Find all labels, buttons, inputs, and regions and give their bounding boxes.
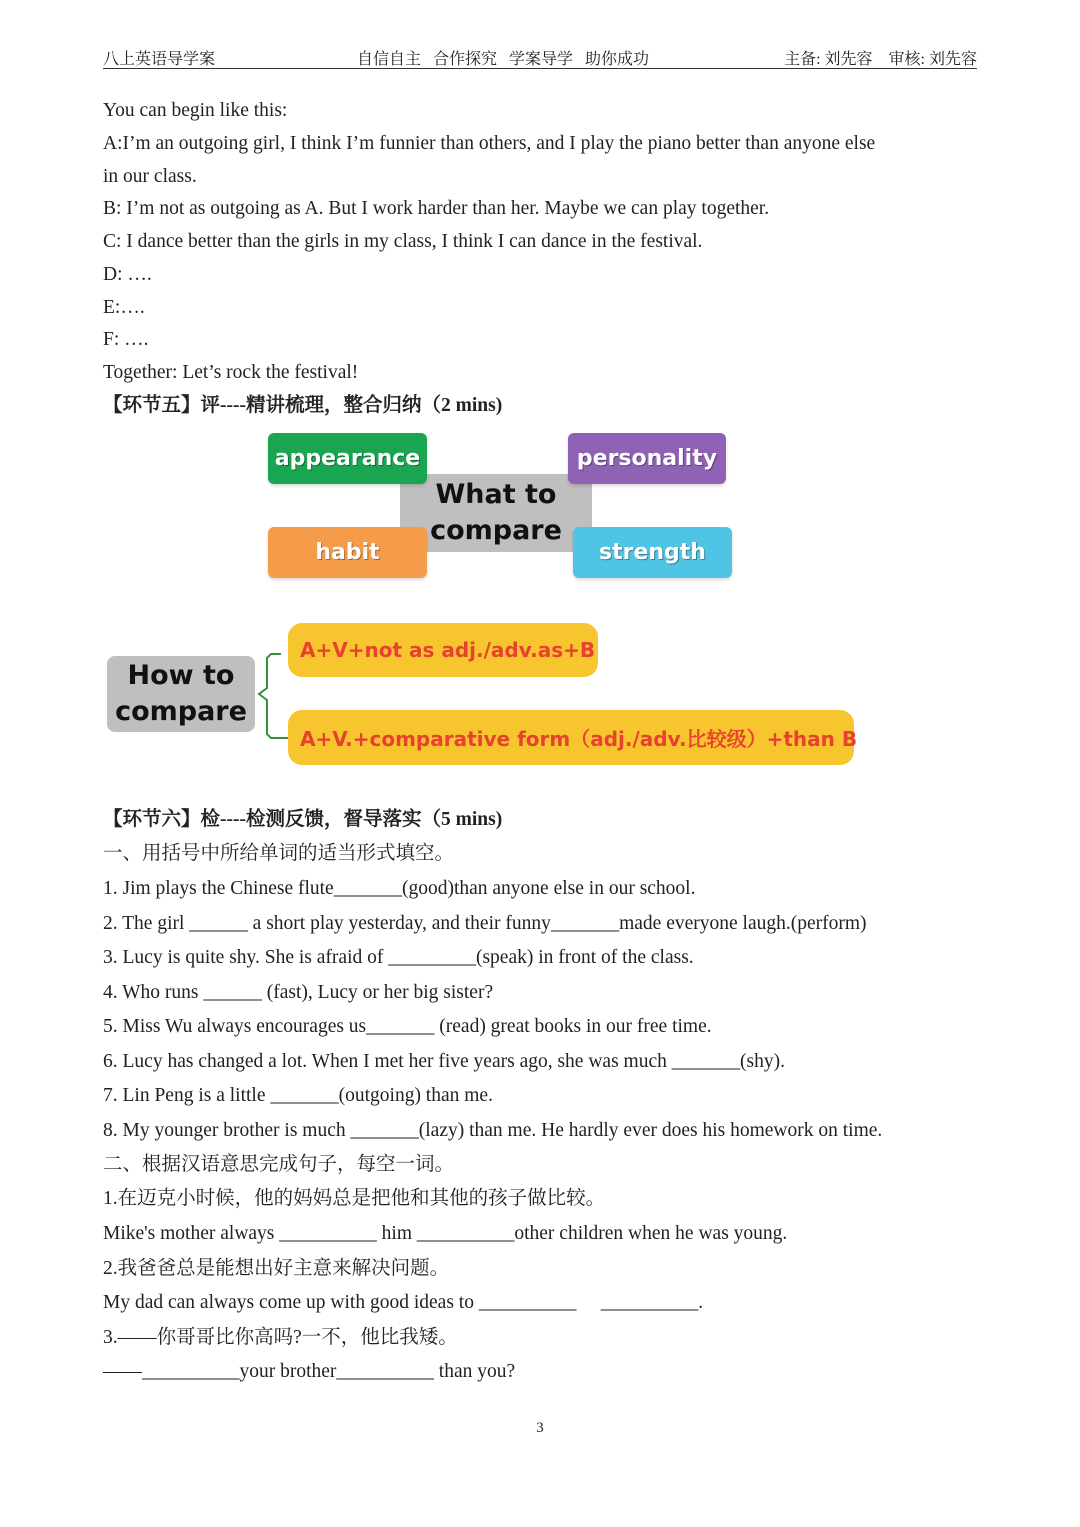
page-header (103, 44, 977, 69)
dialogue-e: E:…. (103, 297, 145, 318)
exercise-item-2: 2. The girl ______ a short play yesterday, and their funny_______made everyone laugh.(perform) (103, 913, 867, 934)
header-left: 八上英语导学案 (103, 51, 216, 68)
dialogue-f: F: …. (103, 329, 149, 350)
how-to-compare-center: How to compare (107, 656, 255, 732)
section6-title: 【环节六】检----检测反馈，督导落实（5 mins) (103, 809, 503, 830)
dialogue-together: Together: Let’s rock the festival! (103, 362, 359, 383)
exercise-item-1: 1. Jim plays the Chinese flute_______(good)than anyone else in our school. (103, 878, 696, 899)
header-center: 自信自主 合作探究 学案导学 助你成功 (357, 51, 650, 68)
personality-box: personality (568, 433, 726, 484)
translation-2-english: My dad can always come up with good ideas to __________ __________. (103, 1292, 704, 1313)
translation-1-english: Mike's mother always __________ him __________other children when he was young. (103, 1223, 788, 1244)
exercise-item-4: 4. Who runs ______ (fast), Lucy or her big sister? (103, 982, 494, 1003)
appearance-box: appearance (268, 433, 427, 484)
exercise-item-7: 7. Lin Peng is a little _______(outgoing) than me. (103, 1085, 493, 1106)
translation-3-chinese: 3.——你哥哥比你高吗?一不，他比我矮。 (103, 1327, 458, 1348)
header-right: 主备: 刘先容 审核: 刘先容 (784, 51, 977, 68)
translation-3-english: ——__________your brother__________ than you? (103, 1361, 516, 1382)
page-number: 3 (536, 1420, 544, 1436)
dialogue-a-line2: in our class. (103, 166, 197, 187)
part2-instruction: 二、根据汉语意思完成句子，每空一词。 (103, 1154, 455, 1175)
exercise-item-3: 3. Lucy is quite shy. She is afraid of _________(speak) in front of the class. (103, 947, 694, 968)
dialogue-b: B: I’m not as outgoing as A. But I work harder than her. Maybe we can play together. (103, 198, 770, 219)
structure-comparative: A+V.+comparative form（adj./adv.比较级）+than B (288, 710, 854, 765)
exercise-item-8: 8. My younger brother is much _______(lazy) than me. He hardly ever does his homework on time. (103, 1120, 883, 1141)
dialogue-a-line1: A:I’m an outgoing girl, I think I’m funnier than others, and I play the piano better than anyone else (103, 133, 876, 154)
dialogue-c: C: I dance better than the girls in my class, I think I can dance in the festival. (103, 231, 703, 252)
part1-instruction: 一、用括号中所给单词的适当形式填空。 (103, 843, 455, 864)
habit-box: habit (268, 527, 427, 578)
exercise-item-5: 5. Miss Wu always encourages us_______ (read) great books in our free time. (103, 1016, 712, 1037)
translation-1-chinese: 1.在迈克小时候，他的妈妈总是把他和其他的孩子做比较。 (103, 1188, 606, 1209)
dialogue-intro: You can begin like this: (103, 100, 288, 121)
dialogue-d: D: …. (103, 264, 152, 285)
section5-title: 【环节五】评----精讲梳理，整合归纳（2 mins) (103, 395, 503, 416)
what-to-compare-center: What to compare (400, 474, 592, 552)
strength-box: strength (573, 527, 732, 578)
bracket-connector (255, 650, 289, 744)
exercise-item-6: 6. Lucy has changed a lot. When I met her five years ago, she was much _______(shy). (103, 1051, 785, 1072)
translation-2-chinese: 2.我爸爸总是能想出好主意来解决问题。 (103, 1258, 450, 1279)
structure-not-as: A+V+not as adj./adv.as+B (288, 623, 598, 677)
